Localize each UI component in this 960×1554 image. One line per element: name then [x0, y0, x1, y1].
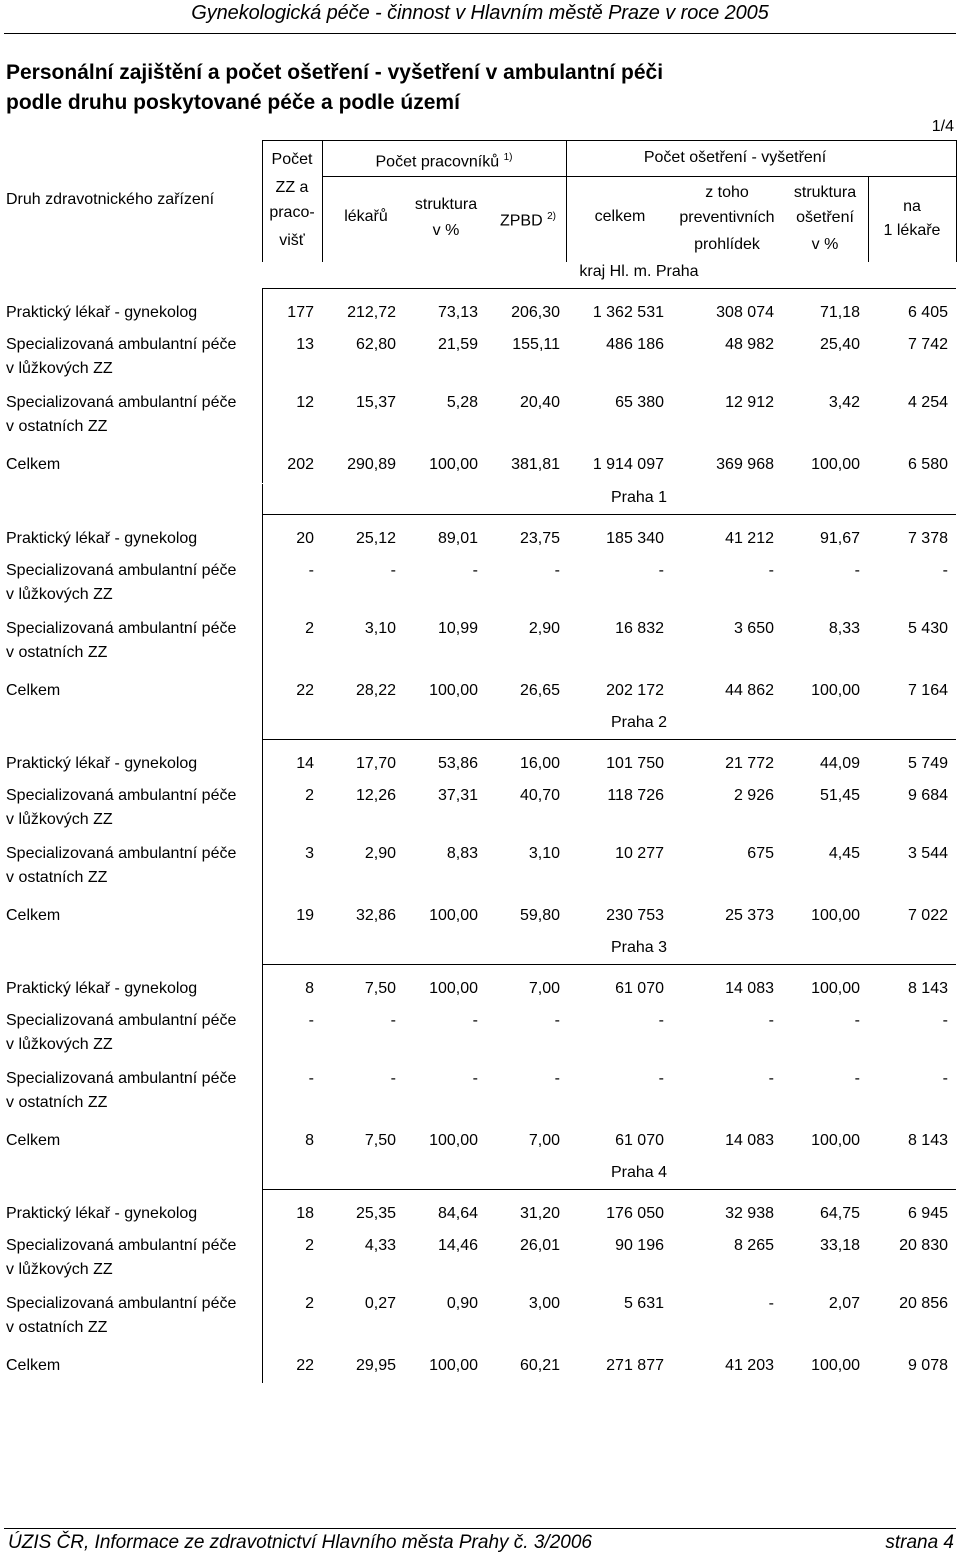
table-row — [0, 1291, 960, 1336]
table-cell: - — [390, 1070, 396, 1087]
table-row — [0, 1353, 960, 1379]
table-cell: - — [472, 1012, 478, 1029]
header-total: celkem — [594, 208, 646, 225]
table-cell: 185 340 — [606, 530, 664, 547]
table-cell: 7 164 — [907, 682, 948, 699]
table-cell: 90 196 — [615, 1237, 664, 1254]
table-cell: 8 — [305, 980, 314, 997]
table-cell: 15,37 — [355, 394, 396, 411]
column-divider — [262, 739, 263, 934]
table-cell: - — [854, 562, 860, 579]
column-divider — [262, 964, 263, 1159]
page-title — [6, 58, 663, 118]
table-row — [0, 1066, 960, 1111]
table-cell: 100,00 — [811, 907, 860, 924]
table-cell: 1 914 097 — [592, 456, 664, 473]
table-cell: 16 832 — [615, 620, 664, 637]
table-cell: 308 074 — [716, 304, 774, 321]
table-cell: 2 — [305, 620, 314, 637]
table-cell: 3,42 — [828, 394, 860, 411]
table-cell: 2,90 — [364, 845, 396, 862]
table-cell: - — [942, 1012, 948, 1029]
row-label: Specializovaná ambulantní péče — [6, 845, 237, 862]
row-label-continued: v ostatních ZZ — [6, 869, 108, 886]
table-cell: 18 — [296, 1205, 314, 1222]
table-cell: 2,90 — [528, 620, 560, 637]
table-cell: 84,64 — [437, 1205, 478, 1222]
table-cell: 118 726 — [607, 787, 664, 804]
table-cell: 20 — [296, 530, 314, 547]
table-cell: 28,22 — [355, 682, 396, 699]
table-cell: 44 862 — [725, 682, 774, 699]
row-label: Specializovaná ambulantní péče — [6, 394, 237, 411]
table-cell: 3 544 — [907, 845, 948, 862]
table-row — [0, 558, 960, 603]
column-divider — [262, 1189, 263, 1383]
table-cell: - — [390, 1012, 396, 1029]
table-cell: 202 172 — [606, 682, 664, 699]
table-cell: 3,10 — [364, 620, 396, 637]
table-cell: 48 982 — [725, 336, 774, 353]
header-divider — [956, 140, 957, 262]
table-cell: - — [768, 1070, 774, 1087]
row-label: Specializovaná ambulantní péče — [6, 1295, 237, 1312]
table-cell: 675 — [747, 845, 774, 862]
table-cell: 25 373 — [725, 907, 774, 924]
table-cell: 12 912 — [725, 394, 774, 411]
row-label-continued: v lůžkových ZZ — [6, 1261, 113, 1278]
table-row — [0, 751, 960, 777]
table-cell: 13 — [296, 336, 314, 353]
table-cell: 0,90 — [446, 1295, 478, 1312]
footer-source: ÚZIS ČR, Informace ze zdravotnictví Hlavního města Prahy č. 3/2006 — [8, 1532, 592, 1553]
header-treat-structure-line3: v % — [811, 236, 839, 253]
row-label: Celkem — [6, 456, 61, 473]
row-label-continued: v lůžkových ZZ — [6, 811, 113, 828]
table-cell: 25,40 — [819, 336, 860, 353]
section-rule — [262, 514, 956, 515]
table-cell: 100,00 — [429, 1357, 478, 1374]
table-row — [0, 390, 960, 435]
section-title: Praha 3 — [610, 939, 668, 956]
section-rule — [262, 288, 956, 289]
footnote-2: 2) — [547, 211, 557, 222]
table-cell: 40,70 — [519, 787, 560, 804]
row-label: Specializovaná ambulantní péče — [6, 562, 237, 579]
table-cell: 6 405 — [907, 304, 948, 321]
table-cell: 2 926 — [733, 787, 774, 804]
table-cell: 32,86 — [355, 907, 396, 924]
table-cell: 7,00 — [528, 1132, 560, 1149]
table-cell: - — [472, 562, 478, 579]
table-cell: - — [554, 1012, 560, 1029]
table-cell: 59,80 — [519, 907, 560, 924]
header-structure-line2: v % — [432, 222, 460, 239]
table-cell: 100,00 — [429, 907, 478, 924]
header-preventive-line1: z toho — [705, 184, 749, 201]
table-cell: 7,50 — [364, 980, 396, 997]
row-label: Specializovaná ambulantní péče — [6, 1012, 237, 1029]
table-cell: 31,20 — [519, 1205, 560, 1222]
table-cell: 230 753 — [606, 907, 664, 924]
table-cell: 20 830 — [899, 1237, 948, 1254]
table-cell: - — [308, 1012, 314, 1029]
table-cell: 14 083 — [725, 980, 774, 997]
table-cell: 271 877 — [606, 1357, 664, 1374]
row-label: Specializovaná ambulantní péče — [6, 336, 237, 353]
section-divider — [262, 1159, 263, 1189]
table-cell: 10,99 — [437, 620, 478, 637]
table-cell: - — [768, 1012, 774, 1029]
table-cell: 10 277 — [615, 845, 664, 862]
table-cell: 369 968 — [716, 456, 774, 473]
row-label-continued: v lůžkových ZZ — [6, 360, 113, 377]
table-cell: 21,59 — [437, 336, 478, 353]
header-count-line2: ZZ a — [275, 179, 309, 196]
table-cell: 6 945 — [907, 1205, 948, 1222]
table-cell: 202 — [287, 456, 314, 473]
section-title: Praha 1 — [610, 489, 668, 506]
table-cell: 290,89 — [347, 456, 396, 473]
table-cell: 176 050 — [606, 1205, 664, 1222]
table-cell: 14 083 — [725, 1132, 774, 1149]
table-cell: 14,46 — [437, 1237, 478, 1254]
page-code: 1/4 — [931, 118, 954, 135]
table-cell: 73,13 — [437, 304, 478, 321]
table-cell: 20,40 — [519, 394, 560, 411]
table-cell: 17,70 — [355, 755, 396, 772]
table-cell: - — [854, 1070, 860, 1087]
table-cell: 19 — [296, 907, 314, 924]
table-cell: 7 742 — [907, 336, 948, 353]
table-cell: 100,00 — [429, 456, 478, 473]
table-cell: - — [658, 1070, 664, 1087]
table-cell: - — [658, 562, 664, 579]
table-cell: 2 — [305, 1237, 314, 1254]
table-cell: 4,45 — [828, 845, 860, 862]
table-row — [0, 1201, 960, 1227]
header-col-type: Druh zdravotnického zařízení — [6, 191, 215, 208]
table-cell: 1 362 531 — [592, 304, 664, 321]
table-cell: 61 070 — [615, 1132, 664, 1149]
row-label: Celkem — [6, 682, 61, 699]
table-cell: 12 — [296, 394, 314, 411]
table-row — [0, 678, 960, 704]
table-cell: 53,86 — [437, 755, 478, 772]
table-cell: 8 265 — [733, 1237, 774, 1254]
row-label-continued: v ostatních ZZ — [6, 644, 108, 661]
table-row — [0, 1008, 960, 1053]
header-group-staff-label: Počet pracovníků — [375, 153, 500, 171]
table-cell: 100,00 — [811, 980, 860, 997]
table-cell: 100,00 — [429, 1132, 478, 1149]
table-cell: - — [942, 562, 948, 579]
table-cell: 41 203 — [725, 1357, 774, 1374]
table-cell: 44,09 — [819, 755, 860, 772]
table-cell: - — [768, 1295, 774, 1312]
table-cell: 41 212 — [725, 530, 774, 547]
section-title: Praha 4 — [610, 1164, 668, 1181]
header-group-treatments: Počet ošetření - vyšetření — [643, 149, 827, 166]
table-cell: 4 254 — [907, 394, 948, 411]
table-cell: 22 — [296, 1357, 314, 1374]
table-cell: - — [658, 1012, 664, 1029]
table-cell: 89,01 — [437, 530, 478, 547]
header-zpbd — [488, 205, 568, 233]
table-row — [0, 783, 960, 828]
row-label: Specializovaná ambulantní péče — [6, 787, 237, 804]
table-cell: 37,31 — [437, 787, 478, 804]
table-cell: 2,07 — [828, 1295, 860, 1312]
table-cell: 20 856 — [899, 1295, 948, 1312]
header-per-doctor-line2: 1 lékaře — [883, 222, 941, 239]
title-line-1: Personální zajištění a počet ošetření - vyšetření v ambulantní péči — [6, 61, 664, 84]
table-cell: 5 631 — [623, 1295, 664, 1312]
table-cell: 33,18 — [819, 1237, 860, 1254]
section-divider — [262, 484, 263, 514]
table-cell: 12,26 — [355, 787, 396, 804]
table-cell: 3 650 — [733, 620, 774, 637]
table-cell: 5,28 — [446, 394, 478, 411]
table-cell: 7 378 — [907, 530, 948, 547]
row-label: Specializovaná ambulantní péče — [6, 1070, 237, 1087]
table-cell: - — [308, 562, 314, 579]
table-cell: - — [554, 1070, 560, 1087]
table-cell: 8 143 — [907, 980, 948, 997]
table-cell: 25,12 — [355, 530, 396, 547]
footnote-1: 1) — [503, 152, 513, 163]
table-cell: 4,33 — [364, 1237, 396, 1254]
table-row — [0, 1128, 960, 1154]
table-cell: 100,00 — [429, 682, 478, 699]
row-label: Praktický lékař - gynekolog — [6, 755, 198, 772]
row-label: Celkem — [6, 1357, 61, 1374]
table-cell: 8,83 — [446, 845, 478, 862]
section-title: Praha 2 — [610, 714, 668, 731]
section-divider — [262, 709, 263, 739]
header-rule-group1 — [322, 176, 566, 177]
header-rule-group2 — [566, 176, 956, 177]
table-cell: 60,21 — [519, 1357, 560, 1374]
table-cell: 32 938 — [725, 1205, 774, 1222]
table-cell: 155,11 — [512, 336, 560, 353]
column-divider — [262, 288, 263, 483]
table-cell: 62,80 — [355, 336, 396, 353]
table-cell: 61 070 — [615, 980, 664, 997]
table-row — [0, 452, 960, 478]
table-cell: 26,01 — [519, 1237, 560, 1254]
header-per-doctor-line1: na — [903, 198, 921, 215]
table-cell: - — [854, 1012, 860, 1029]
header-divider — [566, 140, 567, 262]
row-label-continued: v lůžkových ZZ — [6, 586, 113, 603]
table-cell: 2 — [305, 787, 314, 804]
table-cell: 65 380 — [615, 394, 664, 411]
header-rule — [4, 33, 956, 34]
table-cell: - — [554, 562, 560, 579]
header-rule-top — [262, 140, 956, 141]
table-cell: 177 — [287, 304, 314, 321]
header-structure-line1: struktura — [414, 196, 478, 213]
table-cell: 7,50 — [364, 1132, 396, 1149]
footer-page-number: strana 4 — [885, 1532, 954, 1553]
table-cell: 5 749 — [907, 755, 948, 772]
row-label: Praktický lékař - gynekolog — [6, 1205, 198, 1222]
table-cell: 14 — [296, 755, 314, 772]
table-cell: 3,00 — [528, 1295, 560, 1312]
row-label: Celkem — [6, 907, 61, 924]
row-label: Praktický lékař - gynekolog — [6, 304, 198, 321]
table-cell: 100,00 — [429, 980, 478, 997]
table-row — [0, 526, 960, 552]
header-doctors: lékařů — [344, 208, 388, 225]
header-group-staff — [322, 146, 566, 174]
table-row — [0, 903, 960, 929]
table-cell: 8 143 — [907, 1132, 948, 1149]
table-cell: 7,00 — [528, 980, 560, 997]
header-divider — [322, 140, 323, 262]
table-cell: 381,81 — [511, 456, 560, 473]
table-row — [0, 841, 960, 886]
row-label: Celkem — [6, 1132, 61, 1149]
table-cell: 23,75 — [519, 530, 560, 547]
table-row — [0, 332, 960, 377]
table-cell: 22 — [296, 682, 314, 699]
table-cell: 2 — [305, 1295, 314, 1312]
table-cell: 6 580 — [907, 456, 948, 473]
row-label-continued: v ostatních ZZ — [6, 418, 108, 435]
header-preventive-line2: preventivních — [679, 209, 775, 226]
section-rule — [262, 1189, 956, 1190]
table-row — [0, 300, 960, 326]
table-cell: 3 — [305, 845, 314, 862]
section-rule — [262, 739, 956, 740]
header-count-line3: praco- — [269, 204, 315, 221]
table-cell: 486 186 — [606, 336, 664, 353]
table-cell: - — [390, 562, 396, 579]
section-title: kraj Hl. m. Praha — [579, 263, 699, 280]
header-divider — [262, 140, 263, 262]
table-cell: 16,00 — [519, 755, 560, 772]
table-cell: 51,45 — [819, 787, 860, 804]
table-cell: - — [308, 1070, 314, 1087]
table-cell: 101 750 — [606, 755, 664, 772]
table-cell: - — [768, 562, 774, 579]
header-zpbd-label: ZPBD — [499, 212, 543, 230]
header-divider — [868, 176, 869, 262]
footer-rule — [4, 1528, 956, 1529]
row-label-continued: v ostatních ZZ — [6, 1319, 108, 1336]
table-cell: 64,75 — [819, 1205, 860, 1222]
table-row — [0, 616, 960, 661]
table-cell: 7 022 — [907, 907, 948, 924]
header-count-line1: Počet — [271, 151, 313, 168]
table-cell: 0,27 — [364, 1295, 396, 1312]
table-cell: 9 078 — [907, 1357, 948, 1374]
title-line-2: podle druhu poskytované péče a podle území — [6, 91, 460, 114]
table-cell: 206,30 — [511, 304, 560, 321]
header-count-line4: višť — [279, 232, 305, 249]
section-rule — [262, 964, 956, 965]
header-preventive-line3: prohlídek — [694, 236, 760, 253]
table-cell: 100,00 — [811, 682, 860, 699]
table-cell: 29,95 — [355, 1357, 396, 1374]
table-row — [0, 1233, 960, 1278]
section-divider — [262, 934, 263, 964]
table-row — [0, 976, 960, 1002]
header-treat-structure-line2: ošetření — [796, 209, 854, 226]
table-cell: 26,65 — [519, 682, 560, 699]
row-label-continued: v lůžkových ZZ — [6, 1036, 113, 1053]
row-label-continued: v ostatních ZZ — [6, 1094, 108, 1111]
table-cell: 3,10 — [528, 845, 560, 862]
header-treat-structure-line1: struktura — [793, 184, 857, 201]
table-cell: 25,35 — [355, 1205, 396, 1222]
table-cell: - — [472, 1070, 478, 1087]
table-cell: 5 430 — [907, 620, 948, 637]
table-cell: 21 772 — [725, 755, 774, 772]
table-cell: 100,00 — [811, 456, 860, 473]
table-cell: 100,00 — [811, 1132, 860, 1149]
table-cell: 91,67 — [819, 530, 860, 547]
table-cell: 8 — [305, 1132, 314, 1149]
table-cell: 212,72 — [347, 304, 396, 321]
column-divider — [262, 514, 263, 709]
row-label: Praktický lékař - gynekolog — [6, 530, 198, 547]
table-cell: 9 684 — [907, 787, 948, 804]
row-label: Praktický lékař - gynekolog — [6, 980, 198, 997]
row-label: Specializovaná ambulantní péče — [6, 1237, 237, 1254]
running-head: Gynekologická péče - činnost v Hlavním městě Praze v roce 2005 — [191, 2, 769, 24]
table-cell: 100,00 — [811, 1357, 860, 1374]
row-label: Specializovaná ambulantní péče — [6, 620, 237, 637]
table-cell: - — [942, 1070, 948, 1087]
table-cell: 8,33 — [828, 620, 860, 637]
table-cell: 71,18 — [819, 304, 860, 321]
